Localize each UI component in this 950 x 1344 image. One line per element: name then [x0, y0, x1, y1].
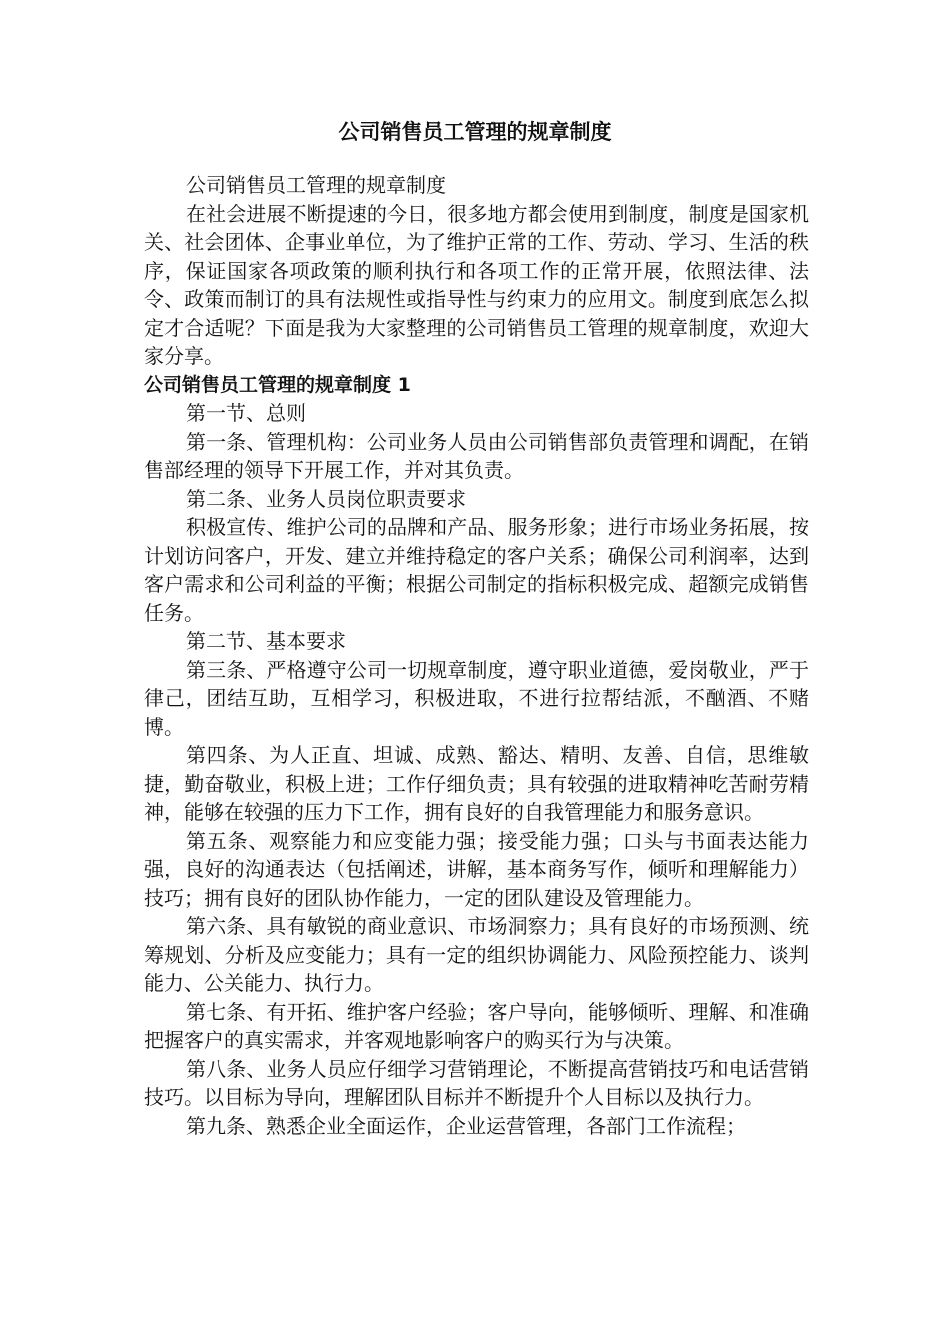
- paragraph-subtitle: 公司销售员工管理的规章制度: [186, 173, 446, 197]
- section-heading: 公司销售员工管理的规章制度 1: [144, 373, 411, 396]
- document-title: 公司销售员工管理的规章制度: [338, 120, 612, 144]
- paragraph-article-4: 第四条、为人正直、坦诚、成熟、豁达、精明、友善、自信，思维敏捷，勤奋敬业，积极上进；工作仔细负责；具有较强的进取精神吃苦耐劳精神，能够在较强的压力下工作，拥有良好的自我管理能力和服务意识。: [144, 743, 809, 824]
- paragraph-article-6: 第六条、具有敏锐的商业意识、市场洞察力；具有良好的市场预测、统筹规划、分析及应变能力；具有一定的组织协调能力、风险预控能力、谈判能力、公关能力、执行力。: [144, 914, 809, 995]
- paragraph-article-2-body: 积极宣传、维护公司的品牌和产品、服务形象；进行市场业务拓展，按计划访问客户，开发、建立并维持稳定的客户关系；确保公司利润率，达到客户需求和公司利益的平衡；根据公司制定的指标积极完成、超额完成销售任务。: [144, 515, 809, 625]
- paragraph-article-9: 第九条、熟悉企业全面运作，企业运营管理，各部门工作流程；: [186, 1113, 746, 1138]
- paragraph-article-2: 第二条、业务人员岗位职责要求: [186, 486, 466, 511]
- paragraph-article-3: 第三条、严格遵守公司一切规章制度，遵守职业道德，爱岗敬业，严于律己，团结互助，互相学习，积极进取，不进行拉帮结派，不酗酒、不赌博。: [144, 657, 809, 739]
- paragraph-article-1: 第一条、管理机构：公司业务人员由公司销售部负责管理和调配，在销售部经理的领导下开展工作，并对其负责。: [144, 429, 809, 482]
- paragraph-article-5: 第五条、观察能力和应变能力强；接受能力强；口头与书面表达能力强，良好的沟通表达（包括阐述，讲解，基本商务写作，倾听和理解能力）技巧；拥有良好的团队协作能力，一定的团队建设及管理能力。: [144, 828, 809, 910]
- paragraph-section-1: 第一节、总则: [186, 401, 306, 425]
- paragraph-article-7: 第七条、有开拓、维护客户经验；客户导向，能够倾听、理解、和准确把握客户的真实需求，并客观地影响客户的购买行为与决策。: [144, 999, 809, 1052]
- document-body: [144, 171, 809, 1140]
- paragraph-article-8: 第八条、业务人员应仔细学习营销理论，不断提高营销技巧和电话营销技巧。以目标为导向，理解团队目标并不断提升个人目标以及执行力。: [144, 1056, 809, 1109]
- paragraph-intro: 在社会进展不断提速的今日，很多地方都会使用到制度，制度是国家机关、社会团体、企事业单位，为了维护正常的工作、劳动、学习、生活的秩序，保证国家各项政策的顺利执行和各项工作的正常开展，依照法律、法令、政策而制订的具有法规性或指导性与约束力的应用文。制度到底怎么拟定才合适呢？下面是我为大家整理的公司销售员工管理的规章制度，欢迎大家分享。: [144, 201, 809, 368]
- paragraph-section-2: 第二节、基本要求: [186, 629, 346, 653]
